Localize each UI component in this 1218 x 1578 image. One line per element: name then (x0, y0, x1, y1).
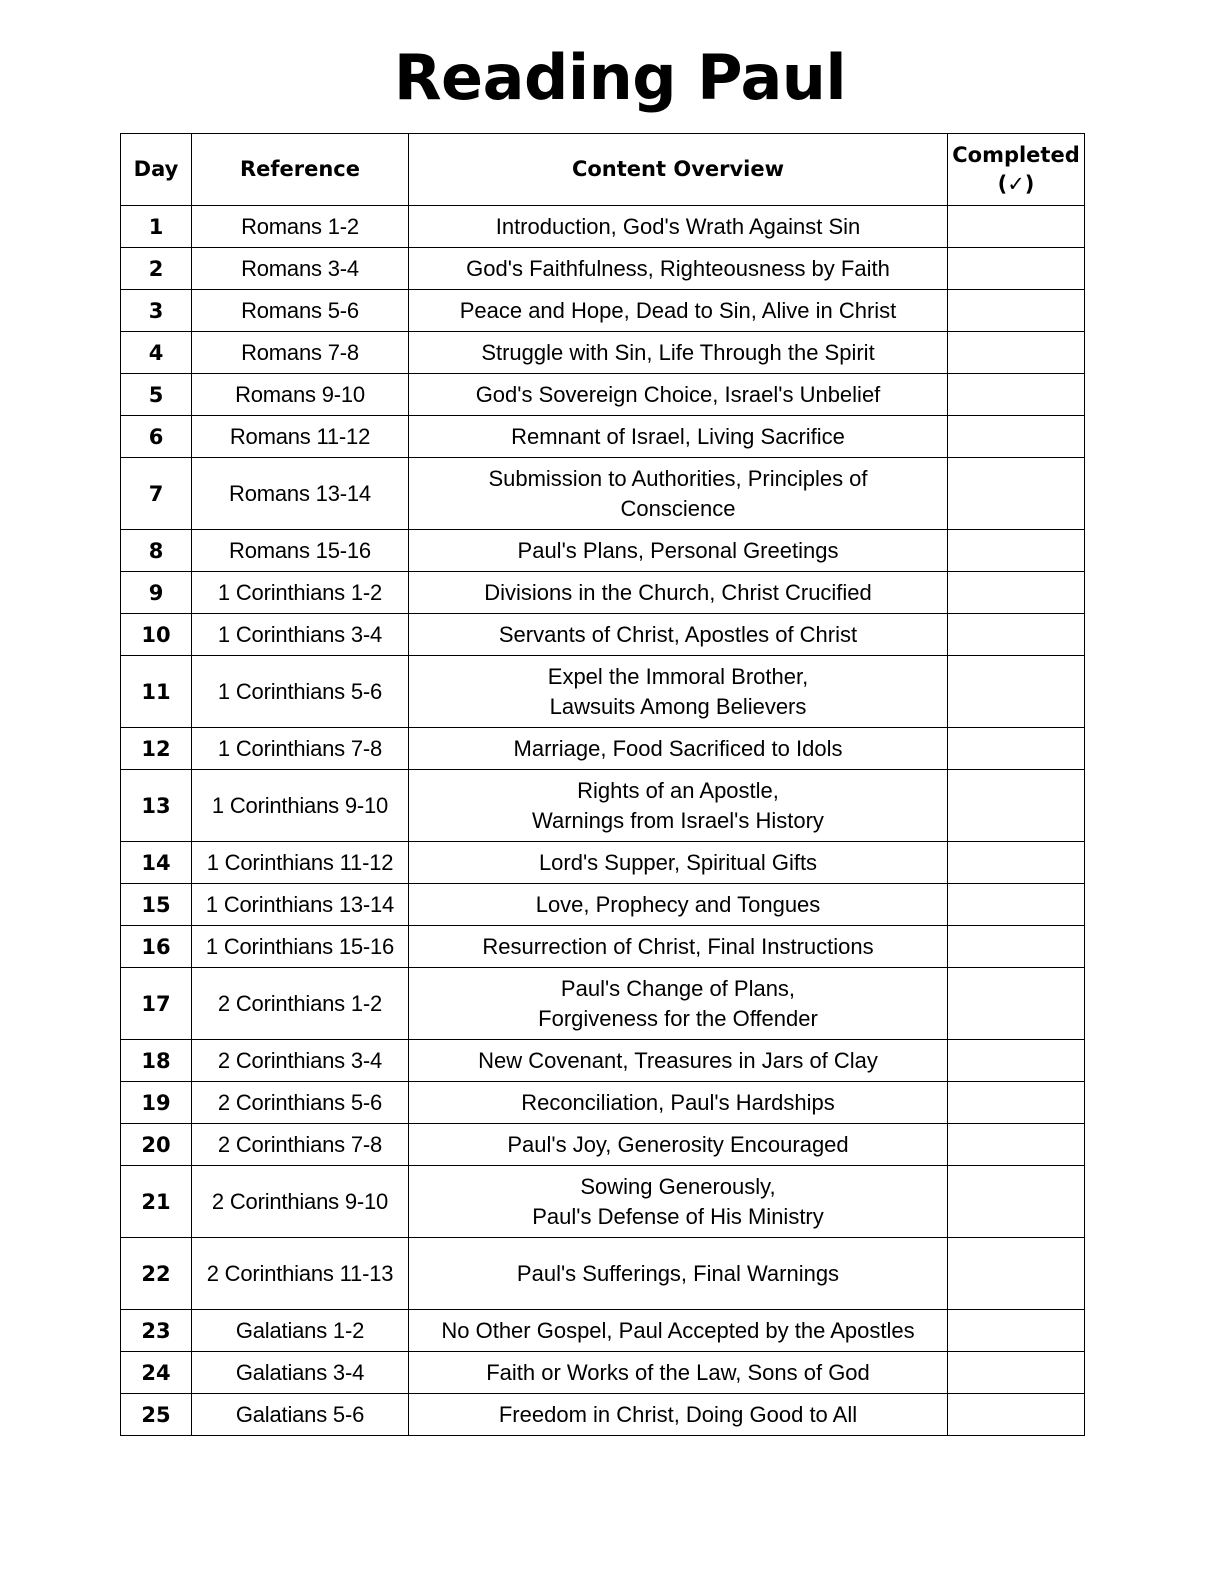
completed-checkbox-cell[interactable] (948, 728, 1085, 770)
table-row (121, 1166, 1085, 1238)
scripture-reference: Romans 5-6 (192, 290, 409, 332)
header-reference: Reference (192, 134, 409, 206)
day-number: 18 (121, 1040, 192, 1082)
completed-checkbox-cell[interactable] (948, 206, 1085, 248)
table-row (121, 458, 1085, 530)
completed-checkbox-cell[interactable] (948, 926, 1085, 968)
table-row (121, 1352, 1085, 1394)
day-number: 15 (121, 884, 192, 926)
completed-checkbox-cell[interactable] (948, 884, 1085, 926)
table-row (121, 728, 1085, 770)
content-overview: Paul's Joy, Generosity Encouraged (409, 1124, 948, 1166)
header-content-overview: Content Overview (409, 134, 948, 206)
table-row (121, 1082, 1085, 1124)
scripture-reference: 1 Corinthians 3-4 (192, 614, 409, 656)
content-overview: God's Sovereign Choice, Israel's Unbelief (409, 374, 948, 416)
content-overview: Submission to Authorities, Principles of Conscience (409, 458, 948, 530)
scripture-reference: Romans 3-4 (192, 248, 409, 290)
day-number: 19 (121, 1082, 192, 1124)
table-row (121, 1310, 1085, 1352)
scripture-reference: 2 Corinthians 11-13 (192, 1238, 409, 1310)
reading-plan-table (120, 133, 1085, 1436)
table-row (121, 842, 1085, 884)
scripture-reference: Galatians 3-4 (192, 1352, 409, 1394)
completed-checkbox-cell[interactable] (948, 1394, 1085, 1436)
scripture-reference: Galatians 5-6 (192, 1394, 409, 1436)
completed-checkbox-cell[interactable] (948, 1040, 1085, 1082)
day-number: 9 (121, 572, 192, 614)
table-row (121, 1040, 1085, 1082)
scripture-reference: Galatians 1-2 (192, 1310, 409, 1352)
completed-checkbox-cell[interactable] (948, 968, 1085, 1040)
scripture-reference: 2 Corinthians 7-8 (192, 1124, 409, 1166)
scripture-reference: 1 Corinthians 1-2 (192, 572, 409, 614)
day-number: 12 (121, 728, 192, 770)
content-overview: Paul's Plans, Personal Greetings (409, 530, 948, 572)
completed-checkbox-cell[interactable] (948, 332, 1085, 374)
day-number: 22 (121, 1238, 192, 1310)
day-number: 16 (121, 926, 192, 968)
day-number: 7 (121, 458, 192, 530)
completed-checkbox-cell[interactable] (948, 614, 1085, 656)
scripture-reference: 1 Corinthians 11-12 (192, 842, 409, 884)
day-number: 14 (121, 842, 192, 884)
table-row (121, 614, 1085, 656)
scripture-reference: Romans 1-2 (192, 206, 409, 248)
scripture-reference: Romans 13-14 (192, 458, 409, 530)
day-number: 4 (121, 332, 192, 374)
day-number: 11 (121, 656, 192, 728)
completed-checkbox-cell[interactable] (948, 656, 1085, 728)
completed-checkbox-cell[interactable] (948, 770, 1085, 842)
content-overview: Introduction, God's Wrath Against Sin (409, 206, 948, 248)
content-overview: Sowing Generously, Paul's Defense of His Ministry (409, 1166, 948, 1238)
day-number: 13 (121, 770, 192, 842)
day-number: 2 (121, 248, 192, 290)
completed-checkbox-cell[interactable] (948, 458, 1085, 530)
content-overview: Peace and Hope, Dead to Sin, Alive in Christ (409, 290, 948, 332)
header-day: Day (121, 134, 192, 206)
completed-checkbox-cell[interactable] (948, 374, 1085, 416)
header-completed: Completed (✓) (948, 134, 1085, 206)
day-number: 3 (121, 290, 192, 332)
completed-checkbox-cell[interactable] (948, 572, 1085, 614)
table-row (121, 374, 1085, 416)
scripture-reference: 2 Corinthians 9-10 (192, 1166, 409, 1238)
content-overview: Struggle with Sin, Life Through the Spirit (409, 332, 948, 374)
day-number: 24 (121, 1352, 192, 1394)
table-row (121, 770, 1085, 842)
table-row (121, 656, 1085, 728)
day-number: 21 (121, 1166, 192, 1238)
day-number: 5 (121, 374, 192, 416)
completed-checkbox-cell[interactable] (948, 1166, 1085, 1238)
table-row (121, 1394, 1085, 1436)
day-number: 25 (121, 1394, 192, 1436)
table-row (121, 926, 1085, 968)
table-row (121, 1238, 1085, 1310)
day-number: 6 (121, 416, 192, 458)
completed-checkbox-cell[interactable] (948, 416, 1085, 458)
content-overview: Marriage, Food Sacrificed to Idols (409, 728, 948, 770)
table-row (121, 332, 1085, 374)
content-overview: New Covenant, Treasures in Jars of Clay (409, 1040, 948, 1082)
table-row (121, 1124, 1085, 1166)
table-row (121, 248, 1085, 290)
scripture-reference: 1 Corinthians 7-8 (192, 728, 409, 770)
scripture-reference: Romans 9-10 (192, 374, 409, 416)
completed-checkbox-cell[interactable] (948, 1238, 1085, 1310)
scripture-reference: 1 Corinthians 15-16 (192, 926, 409, 968)
content-overview: No Other Gospel, Paul Accepted by the Apostles (409, 1310, 948, 1352)
completed-checkbox-cell[interactable] (948, 1310, 1085, 1352)
content-overview: Paul's Sufferings, Final Warnings (409, 1238, 948, 1310)
day-number: 20 (121, 1124, 192, 1166)
scripture-reference: Romans 11-12 (192, 416, 409, 458)
scripture-reference: 1 Corinthians 9-10 (192, 770, 409, 842)
content-overview: Paul's Change of Plans, Forgiveness for the Offender (409, 968, 948, 1040)
content-overview: Remnant of Israel, Living Sacrifice (409, 416, 948, 458)
scripture-reference: Romans 7-8 (192, 332, 409, 374)
day-number: 8 (121, 530, 192, 572)
completed-checkbox-cell[interactable] (948, 1352, 1085, 1394)
content-overview: Servants of Christ, Apostles of Christ (409, 614, 948, 656)
content-overview: Love, Prophecy and Tongues (409, 884, 948, 926)
table-header-row (121, 134, 1085, 206)
content-overview: Faith or Works of the Law, Sons of God (409, 1352, 948, 1394)
content-overview: Rights of an Apostle, Warnings from Israel's History (409, 770, 948, 842)
completed-checkbox-cell[interactable] (948, 1082, 1085, 1124)
completed-checkbox-cell[interactable] (948, 290, 1085, 332)
day-number: 1 (121, 206, 192, 248)
table-row (121, 206, 1085, 248)
scripture-reference: 2 Corinthians 5-6 (192, 1082, 409, 1124)
content-overview: Divisions in the Church, Christ Crucified (409, 572, 948, 614)
content-overview: Expel the Immoral Brother, Lawsuits Among Believers (409, 656, 948, 728)
page-title: Reading Paul (393, 41, 847, 114)
day-number: 10 (121, 614, 192, 656)
scripture-reference: 1 Corinthians 5-6 (192, 656, 409, 728)
scripture-reference: 2 Corinthians 1-2 (192, 968, 409, 1040)
content-overview: Freedom in Christ, Doing Good to All (409, 1394, 948, 1436)
content-overview: Resurrection of Christ, Final Instructions (409, 926, 948, 968)
content-overview: Lord's Supper, Spiritual Gifts (409, 842, 948, 884)
table-row (121, 530, 1085, 572)
completed-checkbox-cell[interactable] (948, 1124, 1085, 1166)
scripture-reference: 1 Corinthians 13-14 (192, 884, 409, 926)
day-number: 23 (121, 1310, 192, 1352)
completed-checkbox-cell[interactable] (948, 842, 1085, 884)
day-number: 17 (121, 968, 192, 1040)
table-row (121, 572, 1085, 614)
content-overview: Reconciliation, Paul's Hardships (409, 1082, 948, 1124)
scripture-reference: 2 Corinthians 3-4 (192, 1040, 409, 1082)
completed-checkbox-cell[interactable] (948, 248, 1085, 290)
scripture-reference: Romans 15-16 (192, 530, 409, 572)
table-row (121, 290, 1085, 332)
table-row (121, 968, 1085, 1040)
table-row (121, 884, 1085, 926)
table-row (121, 416, 1085, 458)
content-overview: God's Faithfulness, Righteousness by Faith (409, 248, 948, 290)
completed-checkbox-cell[interactable] (948, 530, 1085, 572)
